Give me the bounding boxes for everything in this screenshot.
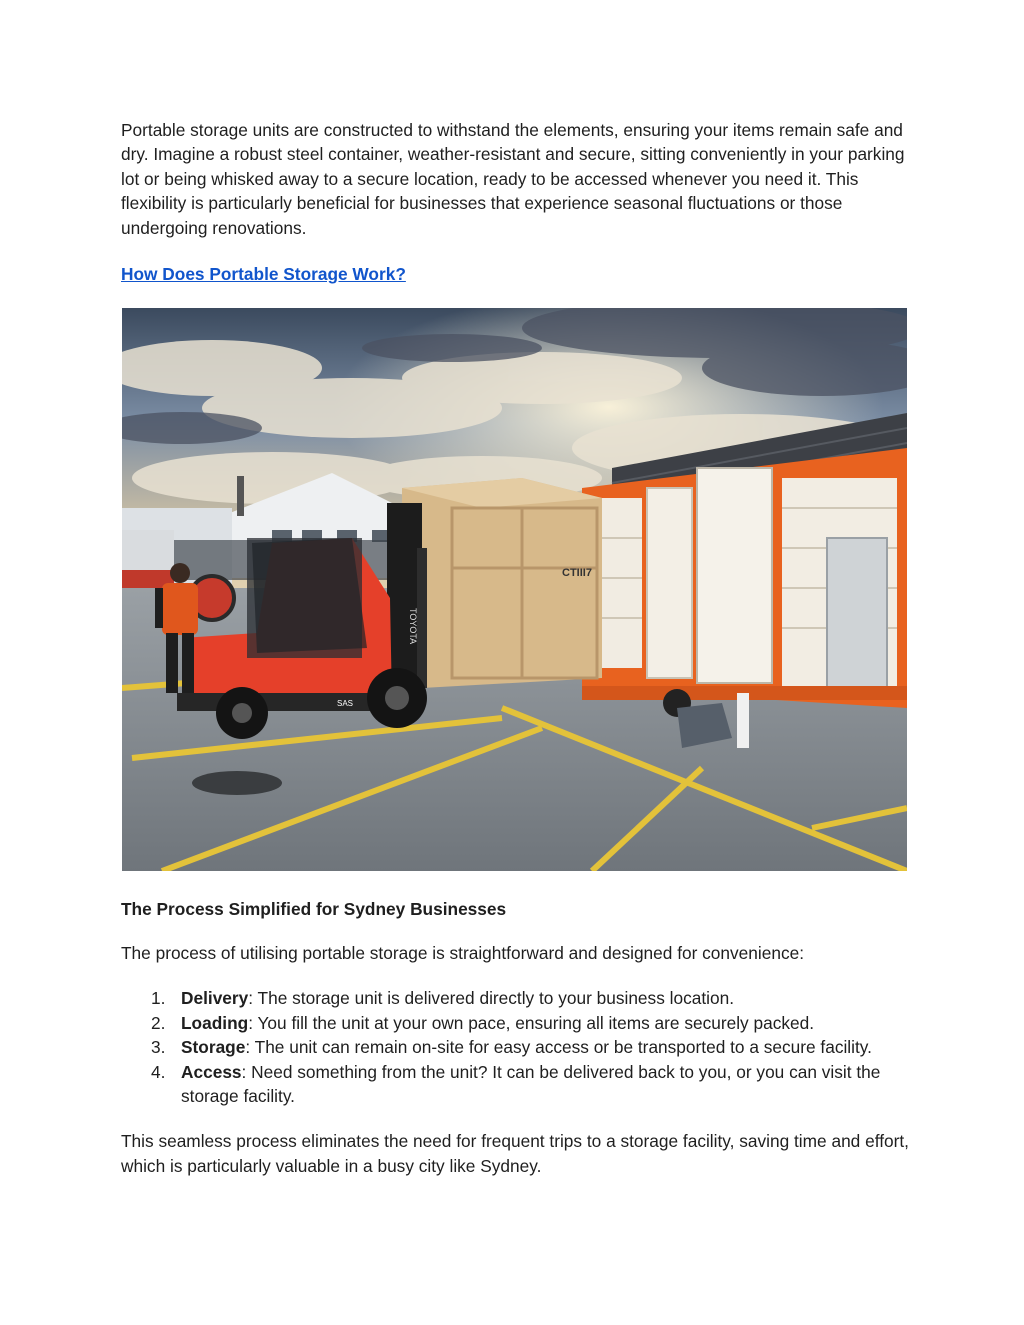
step-description: : You fill the unit at your own pace, ensuring all items are securely packed.: [248, 1012, 815, 1033]
closing-paragraph: This seamless process eliminates the need for frequent trips to a storage facility, saving time and effort, which is particularly valuable in a busy city like Sydney.: [121, 1131, 909, 1176]
list-item: [121, 1011, 911, 1035]
step-term: Access: [181, 1061, 242, 1082]
list-item: [121, 1035, 911, 1059]
section-heading: The Process Simplified for Sydney Businesses: [121, 899, 507, 920]
document-page: [121, 118, 911, 1178]
step-term: Delivery: [181, 988, 249, 1009]
step-description: : The storage unit is delivered directly to your business location.: [248, 988, 734, 1009]
list-number: 2.: [151, 1012, 166, 1033]
step-term: Loading: [181, 1012, 249, 1033]
forklift-badge: SAS: [337, 699, 354, 709]
process-lead-paragraph: The process of utilising portable storage is straightforward and designed for convenience:: [121, 943, 804, 964]
step-description: : The unit can remain on-site for easy access or be transported to a secure facility.: [245, 1037, 872, 1058]
step-description: : Need something from the unit? It can be delivered back to you, or you can visit the storage facility.: [181, 1061, 881, 1107]
list-item: [121, 986, 911, 1010]
step-term: Storage: [181, 1037, 246, 1058]
list-item: [121, 1060, 911, 1109]
list-number: 4.: [151, 1061, 166, 1082]
crate-label: CTIII7: [562, 567, 592, 580]
intro-paragraph: Portable storage units are constructed to withstand the elements, ensuring your items remain safe and dry. Imagine a robust steel container, weather-resistant and secure, sitting conveniently in your parking lot or being whisked away to a secure location, ready to be accessed whenever you need it. This flexibility is particularly beneficial for businesses that experience seasonal fluctuations or those undergoing renovations.: [121, 120, 905, 238]
list-number: 3.: [151, 1037, 166, 1058]
list-number: 1.: [151, 988, 166, 1009]
process-steps-list: [121, 986, 911, 1108]
forklift-brand-label: TOYOTA: [408, 608, 418, 645]
how-portable-storage-works-link[interactable]: How Does Portable Storage Work?: [121, 264, 406, 285]
forklift-loading-container-photo: [122, 308, 907, 871]
